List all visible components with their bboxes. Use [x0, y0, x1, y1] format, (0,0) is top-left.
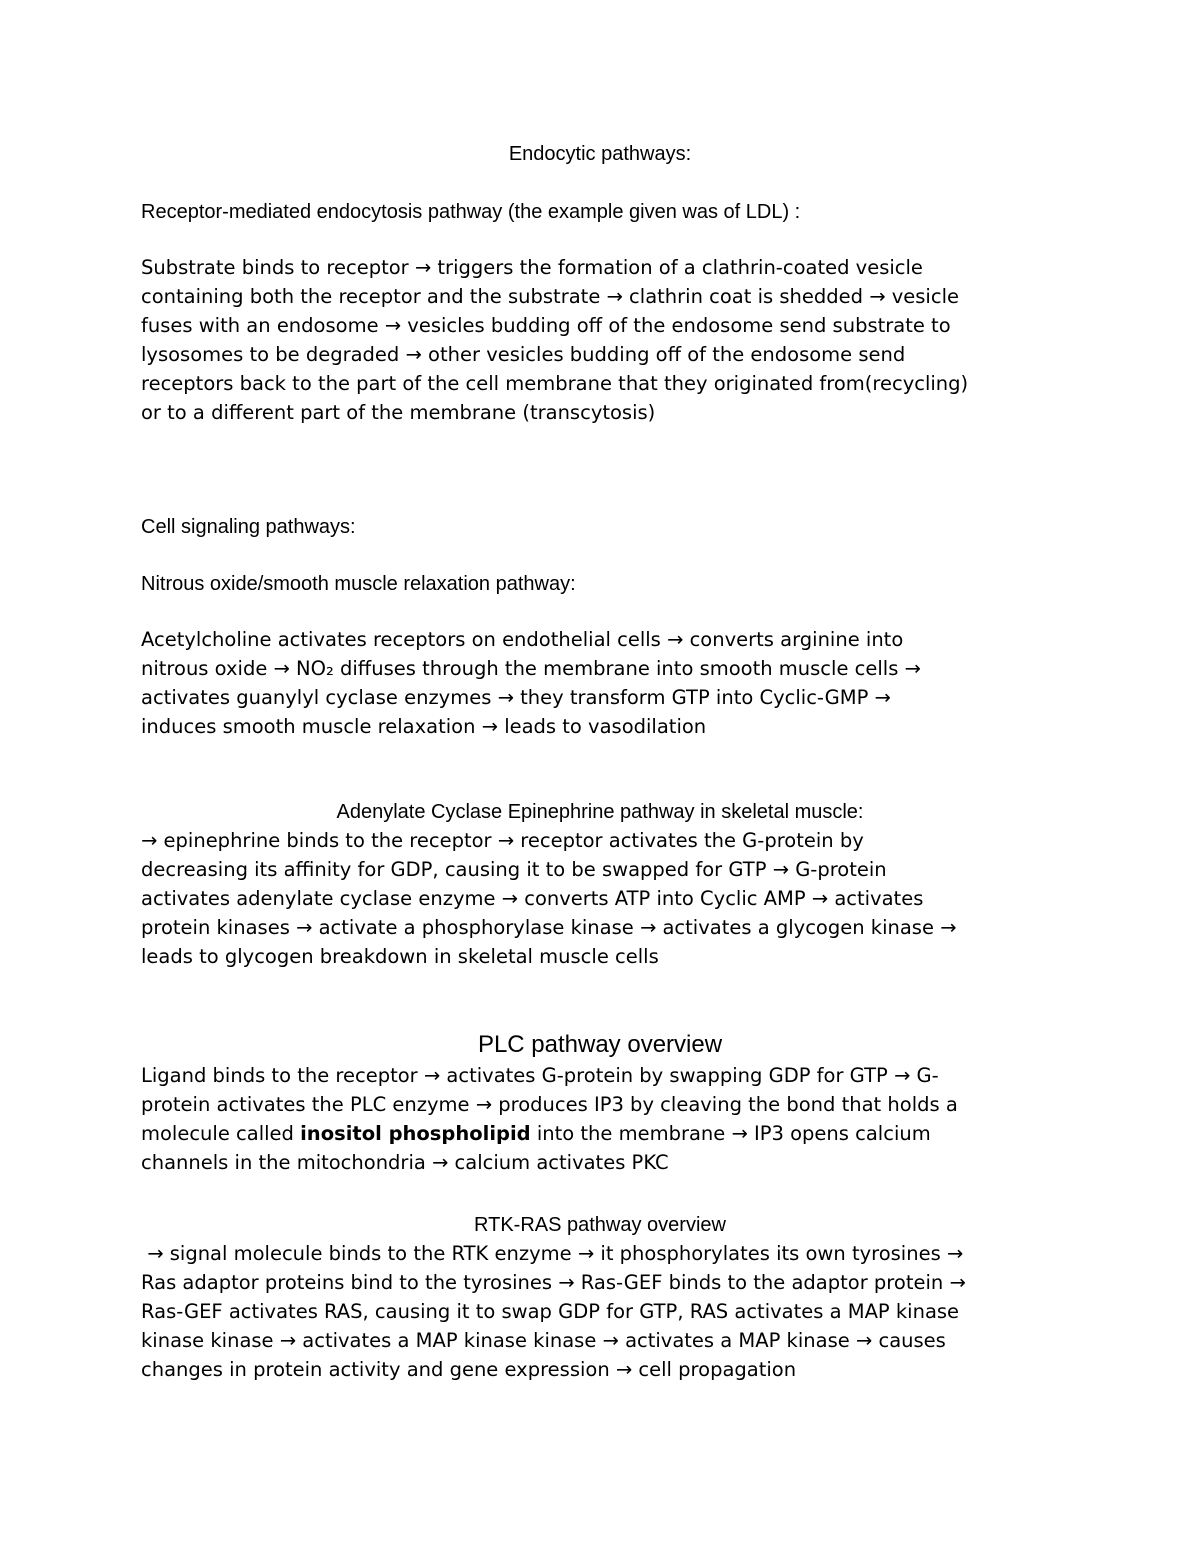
paragraph-line: Acetylcholine activates receptors on endothelial cells → converts arginine into	[141, 628, 904, 651]
paragraph-line: lysosomes to be degraded → other vesicles budding off of the endosome send	[141, 343, 906, 366]
line-text: molecule called	[141, 1122, 301, 1145]
nitrous-oxide-subheading: Nitrous oxide/smooth muscle relaxation pathway:	[141, 573, 576, 595]
plc-paragraph	[141, 1061, 958, 1177]
paragraph-line: changes in protein activity and gene expression → cell propagation	[141, 1358, 797, 1381]
adenylate-heading: Adenylate Cyclase Epinephrine pathway in skeletal muscle:	[336, 801, 864, 823]
paragraph-line: containing both the receptor and the substrate → clathrin coat is shedded → vesicle	[141, 285, 959, 308]
bold-term: inositol phospholipid	[300, 1122, 531, 1145]
paragraph-line: activates guanylyl cyclase enzymes → they transform GTP into Cyclic-GMP →	[141, 686, 891, 709]
nitrous-oxide-paragraph	[141, 625, 921, 741]
receptor-mediated-subheading: Receptor-mediated endocytosis pathway (the example given was of LDL) :	[141, 201, 801, 223]
paragraph-line: leads to glycogen breakdown in skeletal muscle cells	[141, 945, 659, 968]
plc-heading: PLC pathway overview	[477, 1031, 723, 1058]
paragraph-line: kinase kinase → activates a MAP kinase kinase → activates a MAP kinase → causes	[141, 1329, 946, 1352]
paragraph-line	[141, 1119, 958, 1148]
paragraph-line: Ras adaptor proteins bind to the tyrosines → Ras-GEF binds to the adaptor protein →	[141, 1271, 966, 1294]
paragraph-line: → signal molecule binds to the RTK enzyme → it phosphorylates its own tyrosines →	[141, 1242, 964, 1265]
endocytic-heading: Endocytic pathways:	[508, 143, 692, 165]
paragraph-line: Substrate binds to receptor → triggers the formation of a clathrin-coated vesicle	[141, 256, 923, 279]
paragraph-line: activates adenylate cyclase enzyme → converts ATP into Cyclic AMP → activates	[141, 887, 924, 910]
paragraph-line: decreasing its affinity for GDP, causing it to be swapped for GTP → G-protein	[141, 858, 887, 881]
paragraph-line: induces smooth muscle relaxation → leads to vasodilation	[141, 715, 707, 738]
paragraph-line: Ligand binds to the receptor → activates G-protein by swapping GDP for GTP → G-	[141, 1064, 939, 1087]
paragraph-line: receptors back to the part of the cell membrane that they originated from(recycling)	[141, 372, 969, 395]
paragraph-line: → epinephrine binds to the receptor → receptor activates the G-protein by	[141, 829, 864, 852]
line-text: into the membrane → IP3 opens calcium	[530, 1122, 931, 1145]
paragraph-line: protein activates the PLC enzyme → produces IP3 by cleaving the bond that holds a	[141, 1093, 958, 1116]
paragraph-line: protein kinases → activate a phosphorylase kinase → activates a glycogen kinase →	[141, 916, 957, 939]
paragraph-line: nitrous oxide → NO₂ diffuses through the membrane into smooth muscle cells →	[141, 657, 921, 680]
paragraph-line: fuses with an endosome → vesicles budding off of the endosome send substrate to	[141, 314, 951, 337]
adenylate-paragraph	[141, 826, 957, 971]
paragraph-line: channels in the mitochondria → calcium activates PKC	[141, 1151, 669, 1174]
endocytosis-paragraph	[141, 253, 968, 427]
paragraph-line: Ras-GEF activates RAS, causing it to swap GDP for GTP, RAS activates a MAP kinase	[141, 1300, 960, 1323]
paragraph-line: or to a different part of the membrane (transcytosis)	[141, 401, 656, 424]
cell-signaling-heading: Cell signaling pathways:	[141, 516, 356, 538]
rtk-heading: RTK-RAS pathway overview	[474, 1214, 726, 1236]
rtk-paragraph	[141, 1239, 966, 1384]
